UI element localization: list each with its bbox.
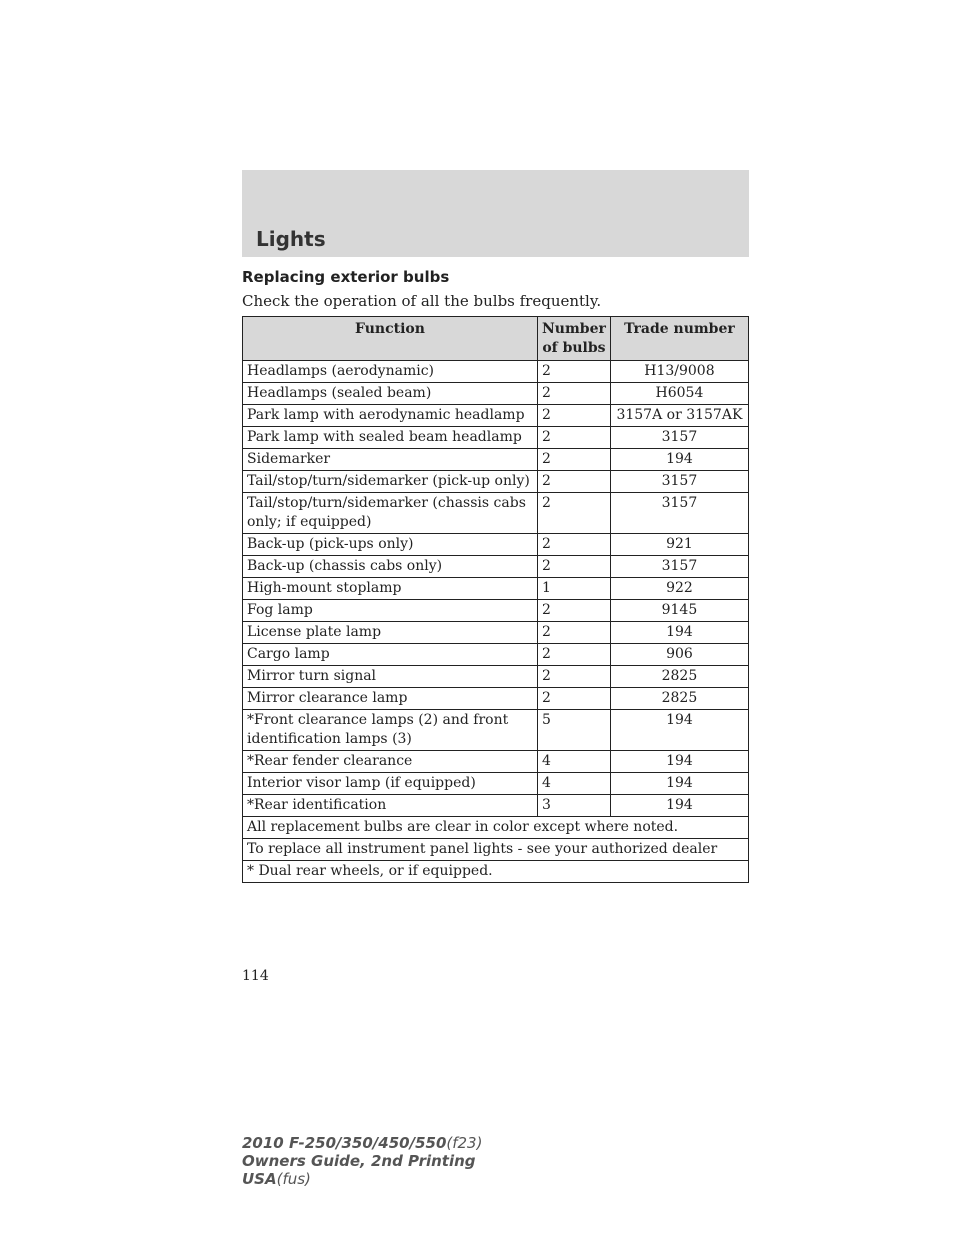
cell-trade: 2825 [610,688,748,710]
cell-function: Park lamp with aerodynamic headlamp [243,405,538,427]
table-body [243,361,749,883]
footer-model: 2010 F-250/350/450/550 [242,1134,447,1152]
cell-trade: 906 [610,644,748,666]
section-header-band [242,170,749,257]
cell-trade: 194 [610,795,748,817]
cell-trade: 3157 [610,427,748,449]
table-row [243,795,749,817]
cell-number: 2 [538,600,611,622]
header-trade: Trade number [610,317,748,361]
cell-function: License plate lamp [243,622,538,644]
cell-trade: 3157 [610,493,748,534]
table-note-row [243,817,749,839]
table-row [243,427,749,449]
cell-function: Mirror turn signal [243,666,538,688]
page-number: 114 [242,968,269,984]
cell-trade: 194 [610,773,748,795]
footer-line1 [242,1134,482,1152]
table-row [243,666,749,688]
cell-number: 4 [538,773,611,795]
cell-trade: 194 [610,449,748,471]
footer [242,1134,482,1188]
cell-number: 2 [538,471,611,493]
cell-number: 2 [538,556,611,578]
cell-function: *Rear identification [243,795,538,817]
bulb-table [242,316,749,883]
cell-trade: 3157 [610,471,748,493]
header-number-line2: of bulbs [542,340,606,356]
cell-number: 2 [538,427,611,449]
table-row [243,405,749,427]
table-note: * Dual rear wheels, or if equipped. [243,861,749,883]
cell-function: Headlamps (sealed beam) [243,383,538,405]
section-heading: Replacing exterior bulbs [242,268,450,286]
cell-number: 1 [538,578,611,600]
section-title: Lights [256,227,326,251]
table-header-row [243,317,749,361]
table-row [243,644,749,666]
cell-trade: 3157 [610,556,748,578]
cell-trade: H6054 [610,383,748,405]
cell-trade: 3157A or 3157AK [610,405,748,427]
table-row [243,578,749,600]
cell-trade: H13/9008 [610,361,748,383]
cell-number: 2 [538,534,611,556]
cell-number: 5 [538,710,611,751]
table-row [243,471,749,493]
cell-function: *Rear fender clearance [243,751,538,773]
cell-number: 3 [538,795,611,817]
cell-function: Mirror clearance lamp [243,688,538,710]
cell-number: 2 [538,688,611,710]
cell-trade: 921 [610,534,748,556]
cell-trade: 194 [610,751,748,773]
cell-number: 2 [538,493,611,534]
table-row [243,493,749,534]
header-function: Function [243,317,538,361]
cell-function: Tail/stop/turn/sidemarker (chassis cabs only; if equipped) [243,493,538,534]
cell-trade: 2825 [610,666,748,688]
footer-line3 [242,1170,482,1188]
cell-function: High-mount stoplamp [243,578,538,600]
cell-number: 2 [538,405,611,427]
cell-trade: 922 [610,578,748,600]
table-row [243,688,749,710]
table-row [243,751,749,773]
cell-number: 4 [538,751,611,773]
table-note: All replacement bulbs are clear in color except where noted. [243,817,749,839]
header-number-line1: Number [542,321,606,337]
table-row [243,449,749,471]
cell-number: 2 [538,666,611,688]
cell-function: Back-up (chassis cabs only) [243,556,538,578]
cell-trade: 9145 [610,600,748,622]
footer-line2: Owners Guide, 2nd Printing [242,1152,476,1170]
cell-function: Fog lamp [243,600,538,622]
cell-function: Park lamp with sealed beam headlamp [243,427,538,449]
cell-number: 2 [538,622,611,644]
table-row [243,383,749,405]
intro-text: Check the operation of all the bulbs frequently. [242,292,602,310]
table-note-row [243,839,749,861]
table-row [243,534,749,556]
table-row [243,622,749,644]
cell-function: Headlamps (aerodynamic) [243,361,538,383]
table-row [243,600,749,622]
table-row [243,773,749,795]
cell-number: 2 [538,644,611,666]
cell-function: Interior visor lamp (if equipped) [243,773,538,795]
footer-market-code: (fus) [276,1170,311,1188]
table-row [243,556,749,578]
footer-market: USA [242,1170,277,1188]
cell-trade: 194 [610,622,748,644]
table-note: To replace all instrument panel lights - see your authorized dealer [243,839,749,861]
cell-number: 2 [538,449,611,471]
cell-function: Tail/stop/turn/sidemarker (pick-up only) [243,471,538,493]
table-row [243,710,749,751]
cell-function: Sidemarker [243,449,538,471]
cell-number: 2 [538,361,611,383]
cell-function: Cargo lamp [243,644,538,666]
cell-function: Back-up (pick-ups only) [243,534,538,556]
table-note-row [243,861,749,883]
cell-function: *Front clearance lamps (2) and front identification lamps (3) [243,710,538,751]
footer-model-code: (f23) [446,1134,483,1152]
table-row [243,361,749,383]
cell-trade: 194 [610,710,748,751]
header-number [538,317,611,361]
cell-number: 2 [538,383,611,405]
